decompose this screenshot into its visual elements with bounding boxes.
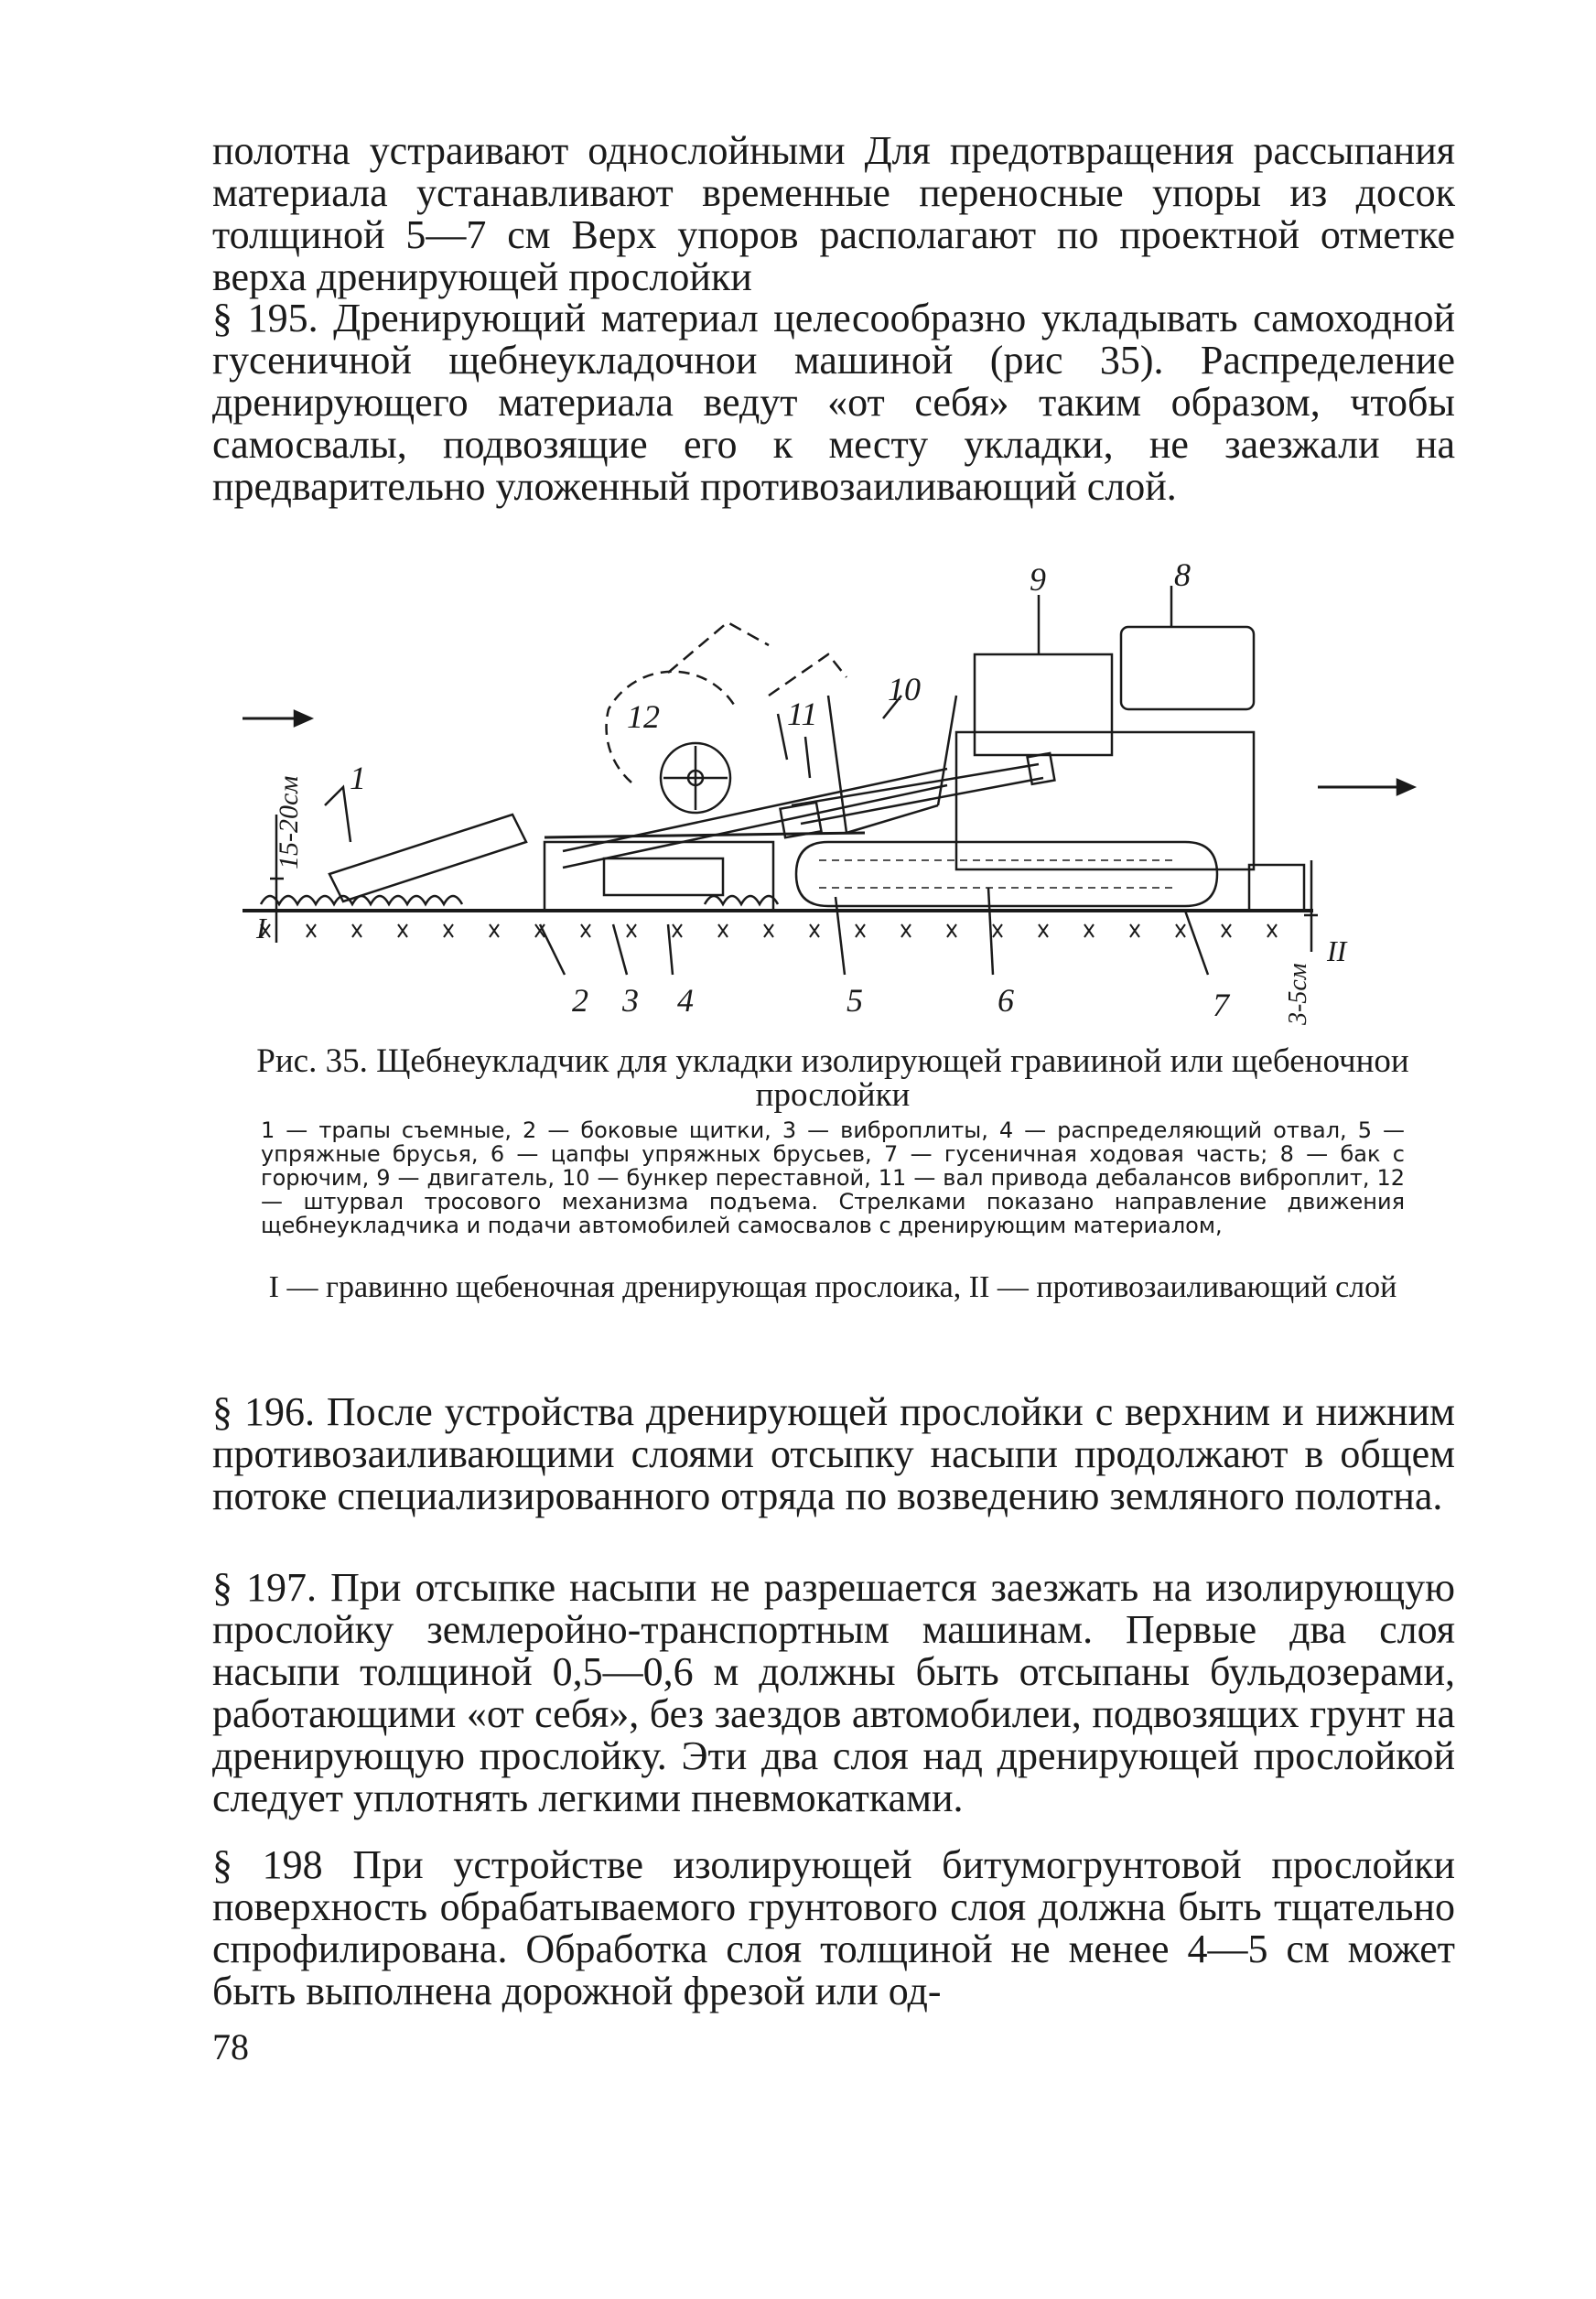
- label-9: 9: [1030, 561, 1046, 598]
- paragraph-intro: полотна устраивают однослойными Для предотвращения рассыпания материала устанавливают временные переносные упоры из досок толщиной 5—7 см Верх упоров располагают по проектной отметке верха дренирующей прослойки: [212, 128, 1455, 299]
- label-4: 4: [677, 982, 694, 1019]
- label-12: 12: [627, 698, 660, 735]
- figure-35-diagram: [243, 558, 1460, 1034]
- dimension-left: 15-20см: [274, 775, 304, 869]
- figure-layers-legend: I — гравинно щебеночная дренирующая прослоика, II — противозаиливающий слой: [268, 1270, 1397, 1304]
- label-layer-2: II: [1327, 934, 1347, 967]
- label-3: 3: [622, 982, 639, 1019]
- figure-legend: 1 — трапы съемные, 2 — боковые щитки, 3 — виброплиты, 4 — распределяющий отвал, 5 — упряжные брусья, 6 — цапфы упряжных брусьев, 7 — гусеничная ходовая часть; 8 — бак с горючим, 9 — двигатель, 10 — бункер переставной, 11 — вал привода дебалансов виброплит, 12 — штурвал тросового механизма подъема. Стрелками показано направление движения щебнеукладчика и подачи автомобилей самосвалов с дренирующим материалом,: [261, 1117, 1405, 1238]
- label-2: 2: [572, 982, 588, 1019]
- paragraph-197: § 197. При отсыпке насыпи не разрешается заезжать на изолирующую прослойку землеройно-транспортным машинам. Первые два слоя насыпи толщиной 0,5—0,6 м должны быть отсыпаны бульдозерами, работающими «от себя», без заездов автомобилеи, подвозящих грунт на дренирующую прослойку. Эти два слоя над дренирующей прослойкой следует уплотнять легкими пневмокатками.: [212, 1565, 1455, 1820]
- dimension-right: 3-5см: [1284, 963, 1312, 1025]
- label-8: 8: [1174, 558, 1191, 593]
- label-11: 11: [787, 696, 818, 732]
- label-5: 5: [847, 982, 863, 1019]
- paragraph-198: § 198 При устройстве изолирующей битумогрунтовой прослойки поверхность обрабатываемого грунтового слоя должна быть тщательно спрофилирована. Обработка слоя толщиной не менее 4—5 см может быть выполнена дорожной фрезой или од-: [212, 1842, 1455, 2013]
- label-layer-1: I: [256, 912, 266, 944]
- page-number: 78: [212, 2026, 249, 2067]
- paragraph-195: § 195. Дренирующий материал целесообразно укладывать самоходной гусеничной щебнеукладочнои машиной (рис 35). Распределение дренирующего материала ведут «от себя» таким образом, чтобы самосвалы, подвозящие его к месту укладки, не заезжали на предварительно уложенный противозаиливающий слой.: [212, 296, 1455, 509]
- label-7: 7: [1213, 987, 1229, 1023]
- label-10: 10: [888, 671, 921, 707]
- figure-caption: Рис. 35. Щебнеукладчик для укладки изолирующей гравииной или щебеночнои прослойки: [256, 1042, 1409, 1114]
- label-1: 1: [350, 760, 366, 796]
- paragraph-196: § 196. После устройства дренирующей прослойки с верхним и нижним противозаиливающими слоями отсыпку насыпи продолжают в общем потоке специализированного отряда по возведению земляного полотна.: [212, 1389, 1455, 1518]
- label-6: 6: [998, 982, 1014, 1019]
